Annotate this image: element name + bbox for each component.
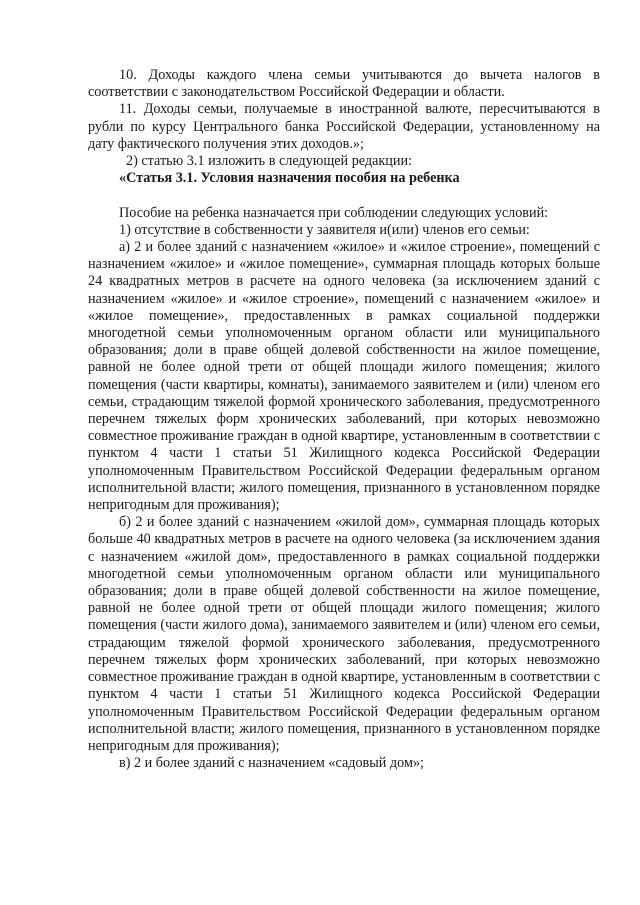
document-page [88,67,600,772]
paragraph-condition-1: 1) отсутствие в собственности у заявителя и(или) членов его семьи: [119,221,530,238]
paragraph-subitem-a: а) 2 и более зданий с назначением «жилое» и «жилое строение», помещений с назначением «жилое» и «жилое помещение», суммарная площадь которых больше 24 квадратных метров в расчете на одного человека (за исключением зданий с назначением «жилое» и «жилое строение», помещений с назначением «жилое» и «жилое помещение», предоставленных в рамках социальной поддержки многодетной семьи уполномоченным органом области или муниципального образования; доли в праве общей долевой собственности на жилое помещение, равной не более одной трети от общей площади жилого помещения; жилого помещения (части квартиры, комнаты), занимаемого заявителем и (или) членом его семьи, страдающим тяжелой формой хронического заболевания, предусмотренного перечнем тяжелых форм хронических заболеваний, при которых невозможно совместное проживание граждан в одной квартире, установленным в соответствии с пунктом 4 части 1 статьи 51 Жилищного кодекса Российской Федерации уполномоченным Правительством Российской Федерации федеральным органом исполнительной власти; жилого помещения, признанного в установленном порядке непригодным для проживания); [88,239,600,514]
paragraph-conditions-intro: Пособие на ребенка назначается при соблюдении следующих условий: [119,204,549,221]
paragraph-subitem-b: б) 2 и более зданий с назначением «жилой дом», суммарная площадь которых больше 40 квадратных метров в расчете на одного человека (за исключением здания с назначением «жилой дом», предоставленного в рамках социальной поддержки многодетной семьи уполномоченным органом области или муниципального образования; доли в праве общей долевой собственности на жилое помещение, равной не более одной трети от общей площади жилого помещения; жилого помещения (части жилого дома), занимаемого заявителем и (или) членом его семьи, страдающим тяжелой формой хронического заболевания, предусмотренного перечнем тяжелых форм хронических заболеваний, при которых невозможно совместное проживание граждан в одной квартире, установленным в соответствии с пунктом 4 части 1 статьи 51 Жилищного кодекса Российской Федерации уполномоченным Правительством Российской Федерации федеральным органом исполнительной власти; жилого помещения, признанного в установленном порядке непригодным для проживания); [88,514,600,754]
paragraph-income-before-tax: 10. Доходы каждого члена семьи учитываются до вычета налогов в соответствии с законодательством Российской Федерации и области. [88,67,600,101]
blank-line [88,187,600,204]
paragraph-foreign-currency: 11. Доходы семьи, получаемые в иностранной валюте, пересчитываются в рубли по курсу Центрального банка Российской Федерации, установленному на дату фактического получения этих доходов.»; [88,101,600,152]
paragraph-subitem-v: в) 2 и более зданий с назначением «садовый дом»; [119,755,424,772]
article-heading: «Статья 3.1. Условия назначения пособия на ребенка [119,170,460,187]
paragraph-article-amendment: 2) статью 3.1 изложить в следующей редакции: [126,153,413,170]
